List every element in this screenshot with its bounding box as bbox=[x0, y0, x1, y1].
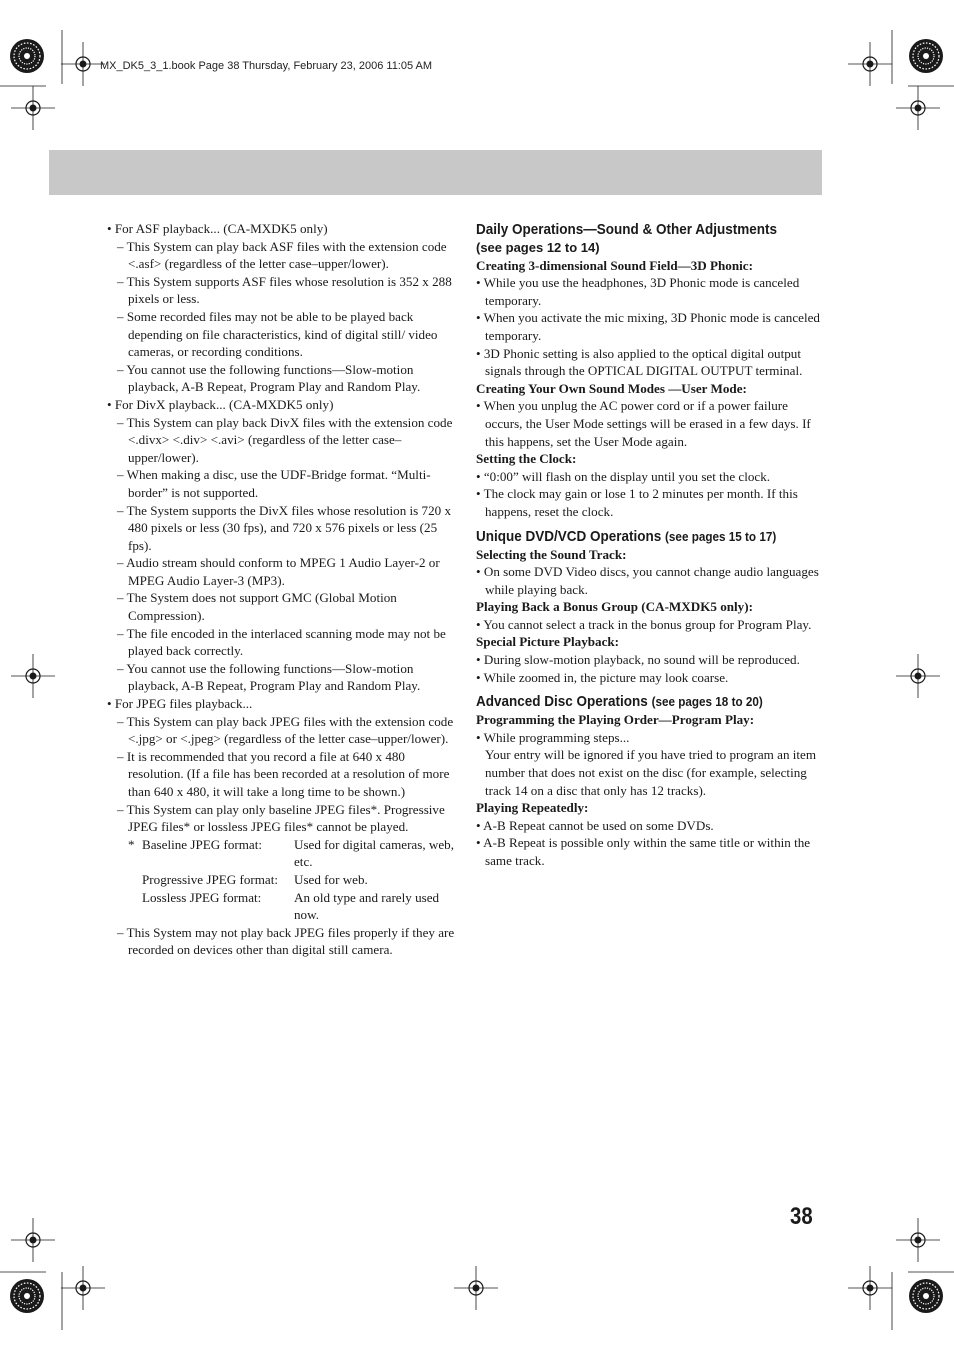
section-banner bbox=[49, 150, 822, 195]
unique-pages-ref: (see pages 15 to 17) bbox=[665, 528, 777, 544]
divx-item: – When making a disc, use the UDF-Bridge format. “Multi-border” is not supported. bbox=[117, 467, 431, 500]
phonic-title: Creating 3-dimensional Sound Field—3D Phonic: bbox=[476, 257, 753, 273]
footnote-star: * bbox=[128, 836, 135, 852]
format-name: Progressive JPEG format: bbox=[142, 871, 279, 887]
jpeg-item: – This System can play back JPEG files with the extension code <.jpg> or <.jpeg> (regardless of the letter case–upper/lower). bbox=[117, 713, 454, 747]
footnote-star bbox=[128, 871, 142, 889]
divx-item: – You cannot use the following functions—Slow-motion playback, A-B Repeat, Program Play and Random Play. bbox=[117, 660, 421, 694]
cross-mark-11 bbox=[848, 1266, 892, 1310]
divx-title: • For DivX playback... (CA-MXDK5 only) bbox=[107, 396, 334, 412]
asf-item: – This System supports ASF files whose resolution is 352 x 288 pixels or less. bbox=[117, 273, 452, 307]
cross-mark-6 bbox=[896, 654, 940, 698]
advanced-heading-text: Advanced Disc Operations bbox=[476, 693, 648, 711]
burst-mark-top-right bbox=[909, 39, 943, 73]
jpeg-item: – It is recommended that you record a file at 640 x 480 resolution. (If a file has been recorded at a resolution of more than 640 x 480, it will take a long time to be shown.) bbox=[117, 748, 450, 799]
daily-pages-ref: (see pages 12 to 14) bbox=[476, 240, 600, 255]
clock-title: Setting the Clock: bbox=[476, 451, 577, 467]
special-picture-item: • While zoomed in, the picture may look coarse. bbox=[476, 669, 729, 685]
cross-mark-4 bbox=[896, 86, 940, 130]
burst-mark-top-left bbox=[10, 39, 44, 73]
right-column bbox=[476, 220, 824, 870]
daily-operations-heading: Daily Operations—Sound & Other Adjustments bbox=[476, 221, 778, 238]
cross-mark-2 bbox=[11, 86, 55, 130]
jpeg-item: – This System may not play back JPEG files properly if they are recorded on devices other than digital still camera. bbox=[117, 924, 455, 958]
divx-item: – The file encoded in the interlaced scanning mode may not be played back correctly. bbox=[117, 625, 446, 659]
cross-mark-8 bbox=[896, 1218, 940, 1262]
clock-item: • “0:00” will flash on the display until you set the clock. bbox=[476, 468, 771, 484]
burst-mark-bottom-right bbox=[909, 1279, 943, 1313]
sound-track-title: Selecting the Sound Track: bbox=[476, 546, 627, 562]
program-play-title: Programming the Playing Order—Program Play: bbox=[476, 712, 755, 728]
footnote-star bbox=[128, 889, 142, 924]
cross-mark-3 bbox=[848, 42, 892, 86]
asf-item: – You cannot use the following functions—Slow-motion playback, A-B Repeat, Program Play and Random Play. bbox=[117, 361, 421, 395]
table-row bbox=[128, 889, 457, 924]
format-name: Baseline JPEG format: bbox=[142, 836, 263, 852]
page-number: 38 bbox=[790, 1203, 813, 1230]
phonic-item: • 3D Phonic setting is also applied to the optical digital output signals through the OPTICAL DIGITAL OUTPUT terminal. bbox=[476, 345, 803, 379]
left-column bbox=[107, 220, 457, 959]
unique-heading-text: Unique DVD/VCD Operations bbox=[476, 527, 662, 545]
cross-mark-7 bbox=[11, 1218, 55, 1262]
cross-mark-9 bbox=[61, 1266, 105, 1310]
print-header: MX_DK5_3_1.book Page 38 Thursday, February 23, 2006 11:05 AM bbox=[100, 60, 433, 72]
jpeg-title: • For JPEG files playback... bbox=[107, 696, 253, 712]
bonus-group-title: Playing Back a Bonus Group (CA-MXDK5 only): bbox=[476, 599, 753, 615]
asf-title: • For ASF playback... (CA-MXDK5 only) bbox=[107, 221, 328, 236]
special-picture-item: • During slow-motion playback, no sound will be reproduced. bbox=[476, 652, 800, 668]
divx-item: – Audio stream should conform to MPEG 1 Audio Layer-2 or MPEG Audio Layer-3 (MP3). bbox=[117, 555, 440, 588]
cross-mark-1 bbox=[61, 42, 105, 86]
divx-item: – The System supports the DivX files whose resolution is 720 x 480 pixels or less (30 fps), and 720 x 576 pixels or less (25 fps). bbox=[117, 502, 451, 553]
table-row bbox=[128, 836, 457, 871]
phonic-item: • When you activate the mic mixing, 3D Phonic mode is canceled temporary. bbox=[476, 310, 820, 343]
repeat-title: Playing Repeatedly: bbox=[476, 800, 589, 816]
asf-item: – This System can play back ASF files with the extension code <.asf> (regardless of the letter case–upper/lower). bbox=[117, 238, 447, 272]
cross-mark-10 bbox=[454, 1266, 498, 1310]
burst-mark-bottom-left bbox=[10, 1279, 44, 1313]
user-mode-title: Creating Your Own Sound Modes —User Mode: bbox=[476, 380, 747, 396]
unique-operations-heading bbox=[476, 527, 789, 546]
format-desc: Used for digital cameras, web, etc. bbox=[294, 836, 454, 870]
repeat-item: • A-B Repeat cannot be used on some DVDs. bbox=[476, 817, 714, 833]
asf-item: – Some recorded files may not be able to be played back depending on file characteristics, kind of digital still/ video cameras, or recording conditions. bbox=[117, 308, 438, 360]
jpeg-item: – This System can play only baseline JPEG files*. Progressive JPEG files* or lossless JPEG files* cannot be played. bbox=[117, 801, 445, 835]
cross-mark-5 bbox=[11, 654, 55, 698]
sound-track-item: • On some DVD Video discs, you cannot change audio languages while playing back. bbox=[476, 564, 819, 597]
program-play-note: Your entry will be ignored if you have tried to program an item number that does not exist on the disc (for example, selecting track 14 on a disc that only has 12 tracks). bbox=[485, 747, 817, 798]
bonus-group-item: • You cannot select a track in the bonus group for Program Play. bbox=[476, 616, 812, 632]
program-play-item: • While programming steps... bbox=[476, 729, 630, 745]
table-row bbox=[128, 871, 457, 889]
advanced-operations-heading bbox=[476, 692, 789, 711]
divx-item: – The System does not support GMC (Global Motion Compression). bbox=[117, 590, 397, 624]
jpeg-format-table bbox=[128, 836, 457, 924]
format-desc: Used for web. bbox=[294, 871, 368, 887]
divx-item: – This System can play back DivX files with the extension code <.divx> <.div> <.avi> (regardless of the letter case–upper/lower). bbox=[117, 414, 453, 465]
repeat-item: • A-B Repeat is possible only within the same title or within the same track. bbox=[476, 835, 811, 868]
format-name: Lossless JPEG format: bbox=[142, 889, 262, 905]
user-mode-item: • When you unplug the AC power cord or if a power failure occurs, the User Mode settings will be erased in a few days. If this happens, set the User Mode again. bbox=[476, 398, 811, 449]
advanced-pages-ref: (see pages 18 to 20) bbox=[651, 694, 763, 710]
phonic-item: • While you use the headphones, 3D Phonic mode is canceled temporary. bbox=[476, 275, 800, 308]
special-picture-title: Special Picture Playback: bbox=[476, 634, 620, 650]
clock-item: • The clock may gain or lose 1 to 2 minutes per month. If this happens, reset the clock. bbox=[476, 486, 798, 519]
format-desc: An old type and rarely used now. bbox=[294, 889, 440, 923]
